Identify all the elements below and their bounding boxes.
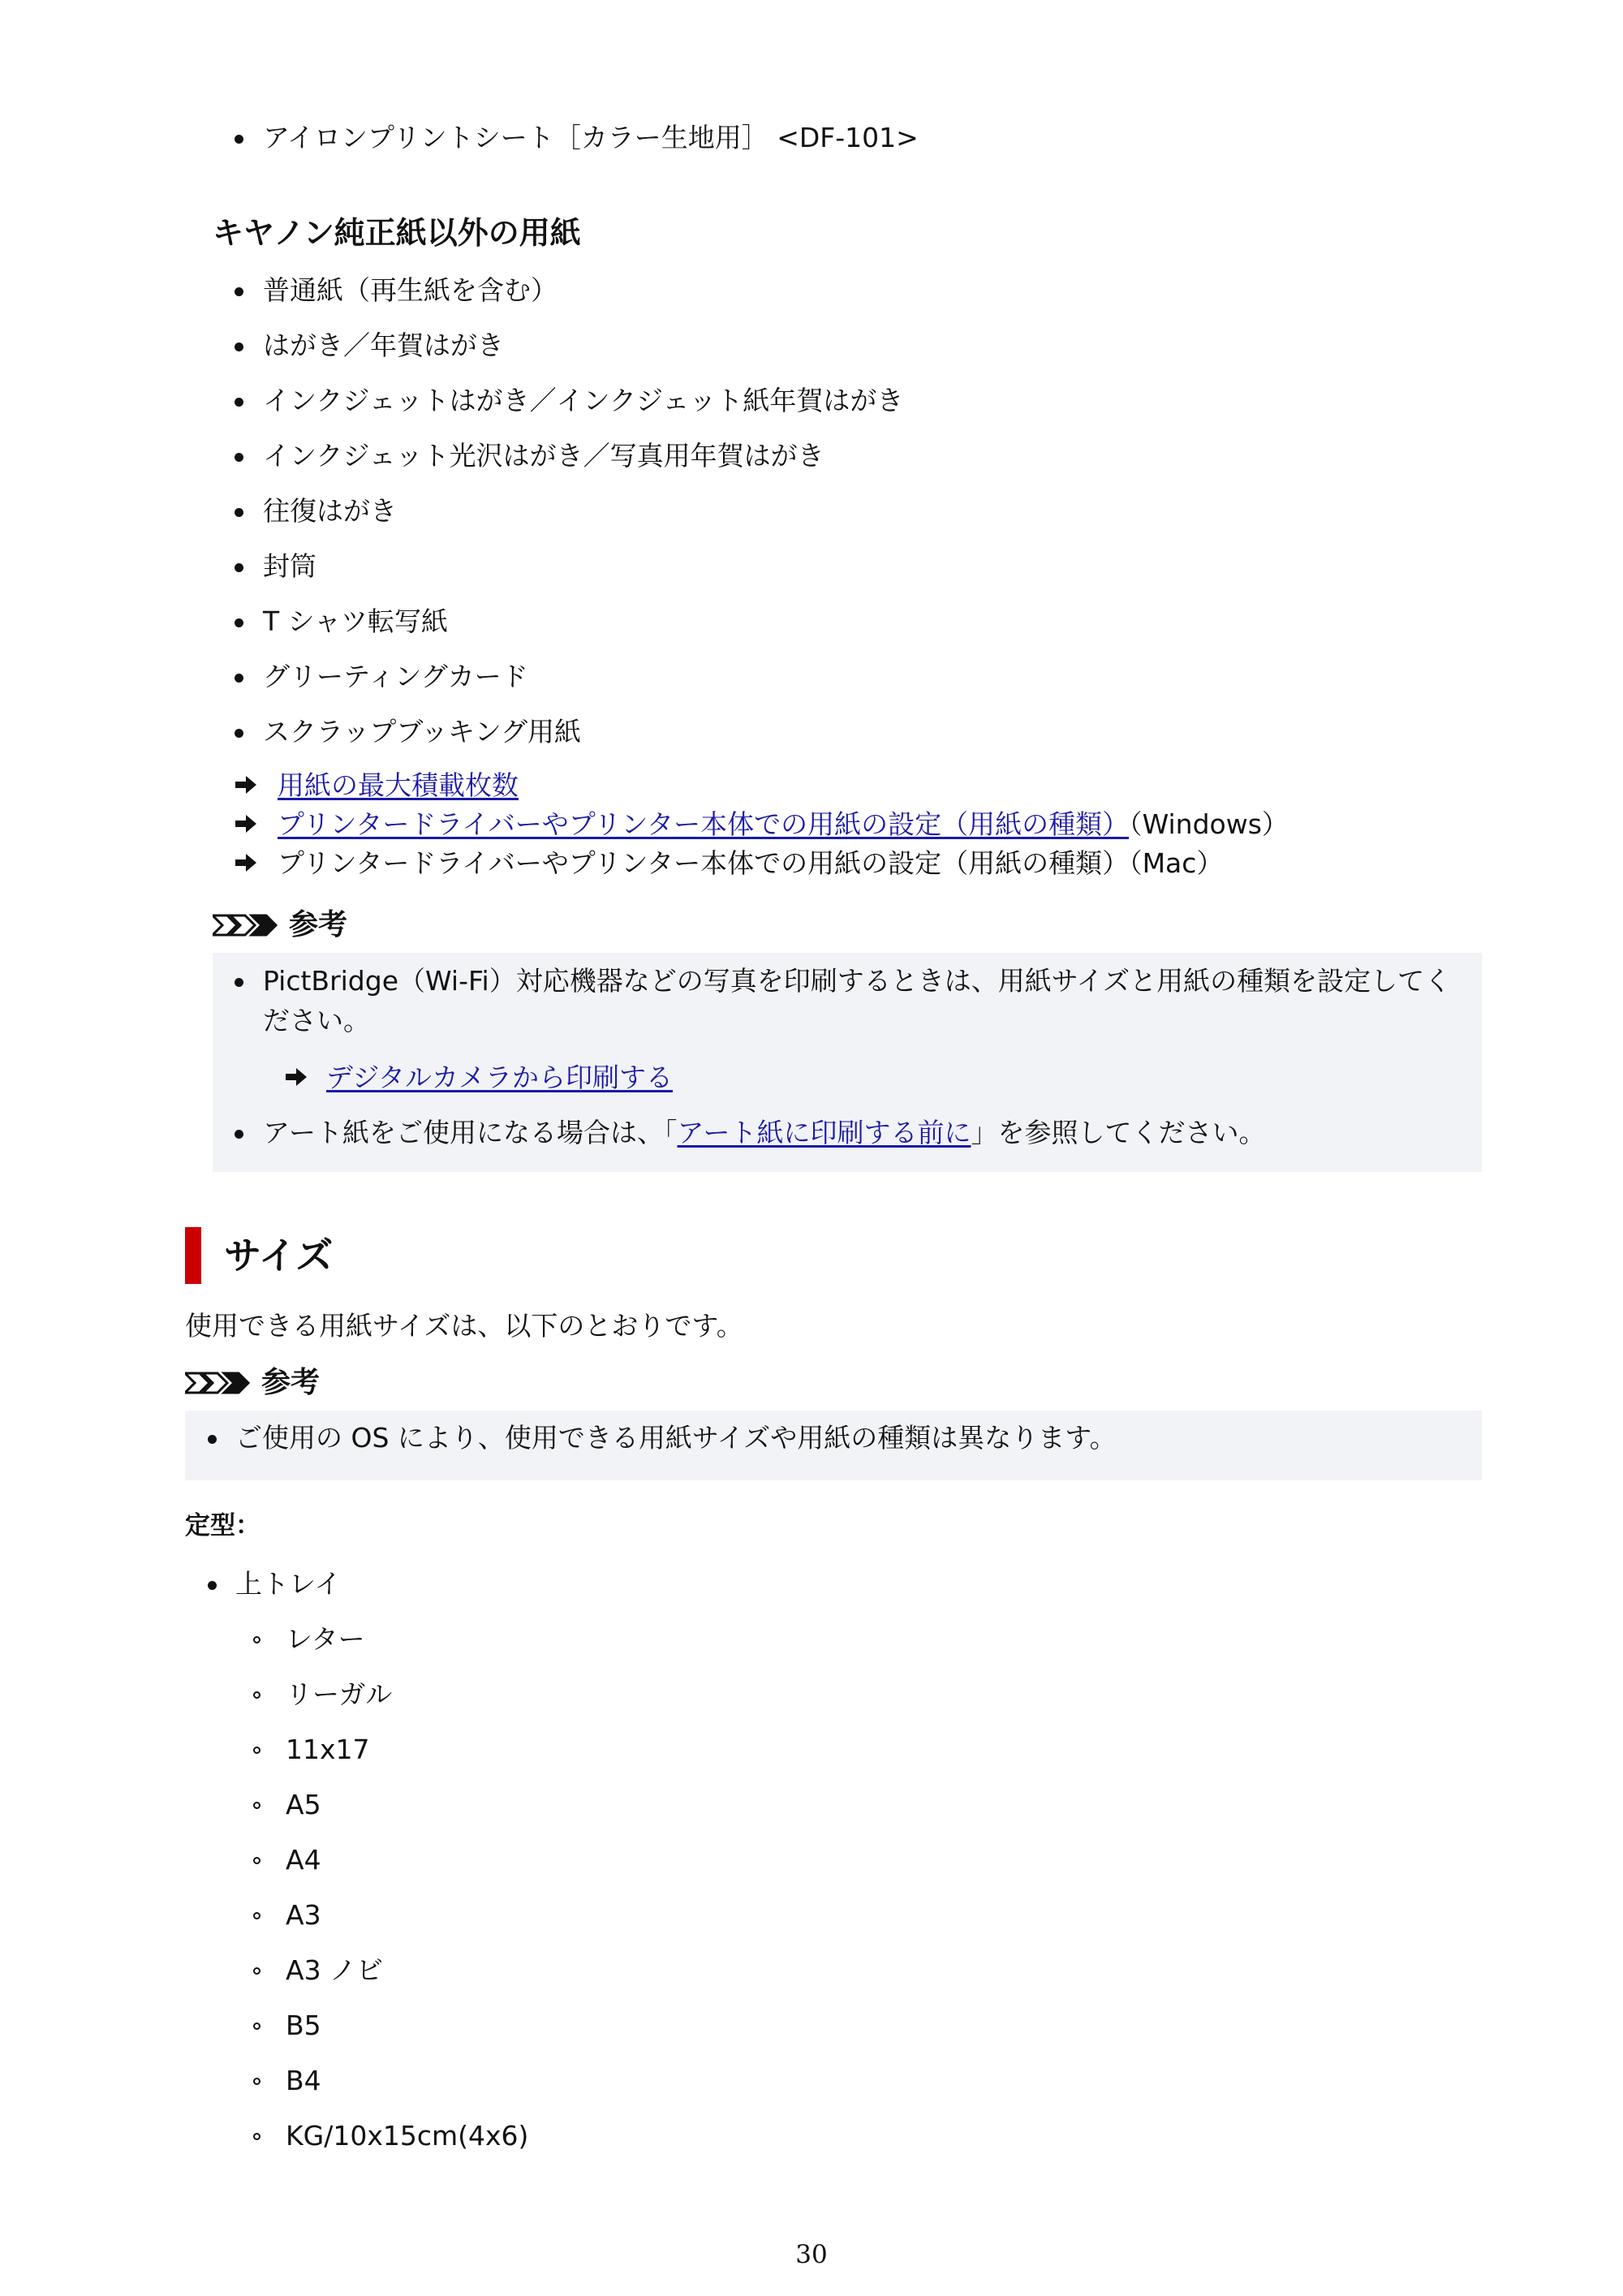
section-title: サイズ — [224, 1234, 334, 1277]
bullet — [235, 287, 243, 296]
note-heading: 参考 — [261, 1366, 321, 1399]
arrow-right-icon — [235, 854, 256, 872]
sub-bullet — [253, 1967, 260, 1975]
sub-bullet — [253, 1747, 260, 1754]
driver-settings-mac: プリンタードライバーやプリンター本体での用紙の設定（用紙の種類）（Mac） — [278, 847, 1224, 879]
list-item: はがき／年賀はがき — [263, 330, 504, 361]
list-item: グリーティングカード — [263, 661, 528, 692]
driver-settings-windows-line — [278, 807, 1289, 842]
size-item: B4 — [286, 2065, 321, 2096]
link-art-paper[interactable]: アート紙に印刷する前に — [677, 1117, 971, 1148]
note-item — [263, 1115, 1266, 1151]
list-item: インクジェット光沢はがき／写真用年賀はがき — [263, 440, 824, 472]
link-digital-camera[interactable]: デジタルカメラから印刷する — [326, 1062, 674, 1093]
size-item: KG/10x15cm(4x6) — [286, 2120, 529, 2152]
standard-size-label: 定型： — [185, 1511, 260, 1540]
note-chevrons-icon — [185, 1370, 252, 1396]
size-item: A5 — [286, 1789, 321, 1820]
size-item: A3 ノビ — [286, 1954, 384, 1986]
arrow-right-icon — [286, 1068, 307, 1086]
size-item: 11x17 — [286, 1734, 370, 1765]
os-suffix: （Windows） — [1129, 808, 1289, 840]
size-item: レター — [286, 1623, 365, 1655]
sub-bullet — [253, 2078, 260, 2085]
note-item-prefix: アート紙をご使用になる場合は、「 — [263, 1117, 678, 1148]
section-marker — [185, 1227, 201, 1284]
bullet — [235, 508, 243, 517]
note-item: ご使用の OS により、使用できる用紙サイズや用紙の種類は異なります。 — [235, 1422, 1117, 1454]
sub-bullet — [253, 1912, 260, 1919]
size-item: B5 — [286, 2010, 321, 2041]
sub-bullet — [253, 1802, 260, 1809]
tray-label: 上トレイ — [235, 1568, 342, 1600]
page-number: 30 — [795, 2240, 828, 2269]
section-subheading: キヤノン純正紙以外の用紙 — [213, 215, 581, 251]
list-item: 封筒 — [263, 550, 316, 582]
bullet — [235, 978, 243, 987]
note-heading: 参考 — [289, 908, 348, 941]
list-item: スクラップブッキング用紙 — [263, 716, 582, 747]
note-item: PictBridge（Wi-Fi）対応機器などの写真を印刷するときは、用紙サイズと用紙の種類を設定してく — [263, 965, 1452, 997]
list-item: 往復はがき — [263, 495, 397, 527]
sub-bullet — [253, 1857, 260, 1864]
size-item: A3 — [286, 1899, 321, 1931]
bullet — [208, 1581, 217, 1590]
list-item: T シャツ転写紙 — [263, 605, 448, 637]
bullet — [235, 398, 243, 407]
sub-bullet — [253, 1636, 260, 1643]
bullet — [235, 342, 243, 351]
list-item: アイロンプリントシート［カラー生地用］ <DF-101> — [263, 122, 919, 153]
sub-bullet — [253, 2133, 260, 2140]
bullet — [235, 1130, 243, 1139]
link-driver-settings-windows[interactable]: プリンタードライバーやプリンター本体での用紙の設定（用紙の種類） — [278, 808, 1130, 840]
arrow-right-icon — [235, 776, 256, 794]
bullet — [235, 453, 243, 462]
list-item: インクジェットはがき／インクジェット紙年賀はがき — [263, 385, 904, 416]
bullet — [235, 563, 243, 572]
bullet — [235, 135, 243, 144]
bullet — [235, 674, 243, 683]
size-item: A4 — [286, 1844, 321, 1876]
note-item-cont: ださい。 — [263, 1005, 370, 1036]
section-intro: 使用できる用紙サイズは、以下のとおりです。 — [185, 1310, 743, 1342]
list-item: 普通紙（再生紙を含む） — [263, 274, 558, 306]
sub-bullet — [253, 1691, 260, 1699]
arrow-right-icon — [235, 815, 256, 833]
bullet — [208, 1435, 217, 1444]
bullet — [235, 729, 243, 738]
bullet — [235, 618, 243, 627]
link-max-load[interactable]: 用紙の最大積載枚数 — [278, 769, 519, 801]
note-item-suffix: 」を参照してください。 — [971, 1117, 1266, 1148]
size-item: リーガル — [286, 1678, 393, 1710]
sub-bullet — [253, 2022, 260, 2030]
note-chevrons-icon — [213, 912, 279, 938]
